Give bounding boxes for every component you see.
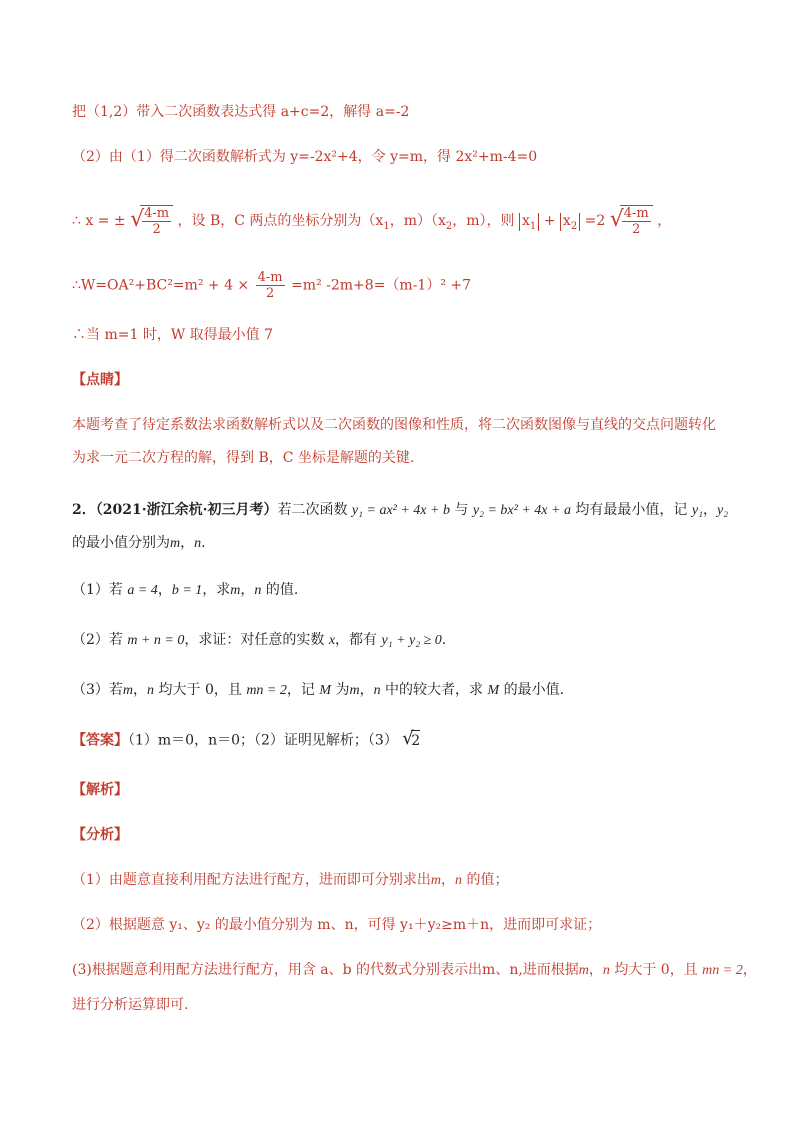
answer-tag: 【答案】: [72, 732, 128, 749]
abs-var: x: [521, 213, 530, 229]
text-segment: ，m）（x: [389, 213, 446, 229]
line-min-value: ∴当 m=1 时，W 取得最小值 7: [72, 327, 274, 343]
answer-text: （1）m＝0，n＝0；（2）证明见解析；（3）: [128, 732, 398, 749]
line-x-solution: [72, 205, 671, 237]
text-segment: 的最小值分别为: [72, 535, 170, 551]
text-segment: ，: [240, 582, 255, 598]
formula: a = 4: [127, 583, 158, 598]
text-segment: ，: [157, 582, 172, 598]
text-segment: ，: [133, 682, 148, 698]
line-w-expression: [72, 270, 471, 301]
text-segment: 的最小值.: [499, 682, 565, 698]
var-n: n: [455, 873, 463, 888]
frac-den: 2: [256, 285, 285, 301]
section-dianjing: 【点睛】: [72, 372, 128, 388]
equals-2: =2: [584, 213, 606, 229]
formula: mn = 2: [702, 963, 743, 978]
var-m: m: [578, 963, 589, 978]
subquestion-3: [72, 680, 564, 701]
text-segment: .: [441, 632, 447, 648]
text-segment: ，设 B，C 两点的坐标分别为（x: [177, 213, 384, 229]
text-segment: （1）由题意直接利用配方法进行配方，进而即可分别求出: [72, 872, 431, 888]
var-y2: y₂: [716, 503, 729, 518]
line-substitute: 把（1,2）带入二次函数表达式得 a+c=2，解得 a=-2: [72, 104, 410, 120]
text-segment: （1）若: [72, 582, 128, 598]
var-m: m: [170, 536, 181, 551]
text-segment: 均有最最小值，记: [570, 502, 692, 518]
text-segment: 与: [449, 502, 473, 518]
text-segment: (3)根据题意利用配方法进行配方，用含 a、b 的代数式分别表示出m、n,进而根据: [72, 962, 579, 978]
frac-den: 2: [622, 221, 651, 237]
analysis-2: （2）根据题意 y₁、y₂ 的最小值分别为 m、n，可得 y₁＋y₂≥m＋n，进而即可求证；: [72, 917, 602, 933]
section-fenxi: 【分析】: [72, 827, 128, 843]
text-segment: 均大于 0，且: [154, 682, 247, 698]
subquestion-2: [72, 630, 446, 651]
var-m: m: [122, 683, 134, 698]
text-segment: ，: [359, 682, 374, 698]
formula-inequality: y₁ + y₂ ≥ 0: [381, 633, 442, 648]
abs-x1: [519, 213, 539, 231]
line-part2: （2）由（1）得二次函数解析式为 y=-2x²+4，令 y=m，得 2x²+m-4=0: [72, 149, 538, 165]
var-n: n: [373, 683, 381, 698]
question-2-header: [72, 500, 728, 521]
text-segment: ，m），则: [452, 213, 515, 229]
comma: ，: [657, 213, 672, 229]
para-line-2: 为求一元二次方程的解，得到 B，C 坐标是解题的关键.: [72, 450, 415, 466]
text-segment: 中的较大者，求: [380, 682, 488, 698]
var-n: n: [194, 536, 202, 551]
text-segment: 的值；: [462, 872, 509, 888]
answer-line: [72, 730, 420, 751]
abs-x2: [560, 213, 580, 231]
var-m: m: [430, 873, 442, 888]
text-segment: ，记: [286, 682, 320, 698]
text-segment: ，: [441, 872, 456, 888]
text-segment: 为: [331, 682, 350, 698]
text-segment: 均大于 0，且: [609, 962, 703, 978]
text-segment: ，都有: [335, 632, 382, 648]
sqrt-2: √ $\frac{4-m}{2}$: [610, 205, 653, 237]
subquestion-1: [72, 580, 298, 601]
sqrt-radicand: 2: [411, 730, 420, 751]
analysis-3: [72, 960, 757, 981]
var-n: n: [147, 683, 155, 698]
var-n: n: [602, 963, 610, 978]
frac-num: 4-m: [257, 270, 283, 285]
w-expr-left: ∴W=OA²+BC²=m² + 4 ×: [72, 277, 250, 294]
plus-sign: +: [543, 213, 556, 229]
text-segment: （3）若: [72, 682, 123, 698]
frac-den: 2: [142, 221, 171, 237]
text-segment: 若二次函数: [277, 502, 352, 518]
sqrt-1: √ $\frac{4-m}{2}$: [130, 205, 173, 237]
analysis-1: [72, 870, 508, 891]
var-M: M: [319, 683, 331, 698]
fraction: [256, 270, 285, 301]
text-segment: .: [201, 535, 206, 551]
formula: b = 1: [171, 583, 203, 598]
text-segment: ，求证：对任意的实数: [184, 632, 329, 648]
text-segment: ，: [588, 962, 603, 978]
section-jiexi: 【解析】: [72, 782, 128, 798]
text-segment: ，求: [202, 582, 231, 598]
frac-num: 4-m: [623, 206, 649, 221]
formula-y2: y₂ = bx² + 4x + a: [472, 503, 571, 518]
text-segment: ，: [180, 535, 195, 551]
var-M: M: [487, 683, 500, 698]
x-expr: ∴ x = ±: [72, 213, 126, 229]
w-expr-right: =m² -2m+8=（m-1）² +7: [291, 277, 472, 294]
subscript: 1: [383, 221, 390, 232]
subscript: 2: [445, 221, 453, 232]
para-line-1: 本题考查了待定系数法求函数解析式以及二次函数的图像和性质，将二次函数图像与直线的交点问题转化: [72, 417, 716, 433]
text-segment: 的值.: [261, 582, 299, 598]
var-n: n: [254, 583, 262, 598]
text-segment: （2）若: [72, 632, 128, 648]
formula-y1: y₁ = ax² + 4x + b: [351, 503, 450, 518]
var-m: m: [349, 683, 360, 698]
formula: mn = 2: [246, 683, 287, 698]
analysis-4: 进行分析运算即可.: [72, 997, 189, 1013]
text-segment: ，: [702, 502, 717, 518]
frac-num: 4-m: [144, 206, 170, 221]
subscript: 1: [529, 221, 537, 232]
var-y1: y₁: [691, 503, 703, 518]
question-number: 2．（2021·浙江余杭·初三月考）: [72, 502, 278, 518]
text-segment: ，: [742, 962, 757, 978]
sqrt-answer: √ 2: [402, 728, 421, 749]
question-2-line2: [72, 533, 206, 554]
var-x: x: [328, 633, 336, 648]
abs-var: x: [562, 213, 571, 229]
subscript: 2: [570, 221, 578, 232]
formula: m + n = 0: [127, 633, 185, 648]
var-m: m: [230, 583, 241, 598]
